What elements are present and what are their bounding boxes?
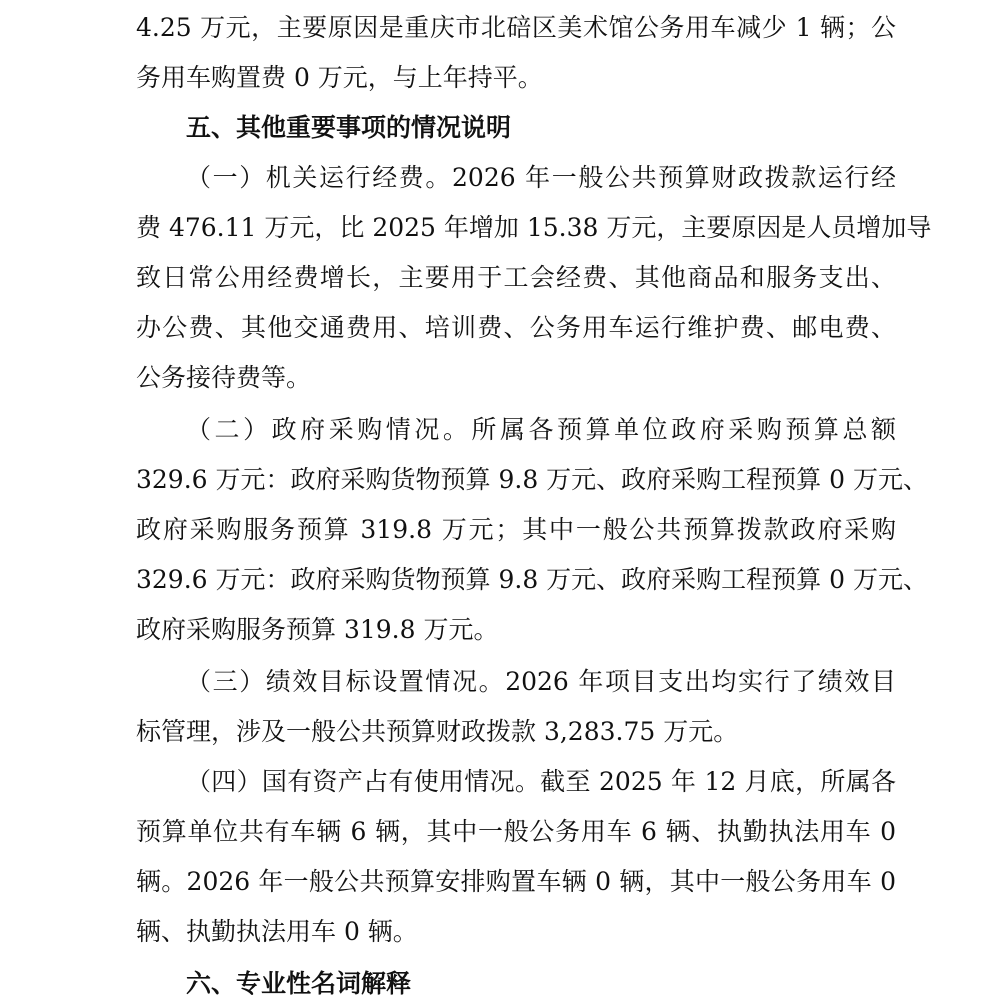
body-text-line: 政府采购服务预算 319.8 万元。 [136, 615, 499, 644]
section-heading: 六、专业性名词解释 [186, 969, 412, 998]
section-heading: 五、其他重要事项的情况说明 [186, 113, 512, 142]
body-text-line: 329.6 万元：政府采购货物预算 9.8 万元、政府采购工程预算 0 万元、 [136, 465, 928, 494]
body-text-line: 辆。2026 年一般公共预算安排购置车辆 0 辆，其中一般公务用车 0 [136, 867, 896, 896]
body-text-line: 329.6 万元：政府采购货物预算 9.8 万元、政府采购工程预算 0 万元、 [136, 565, 928, 594]
body-text-line: （一）机关运行经费。2026 年一般公共预算财政拨款运行经 [186, 163, 896, 192]
body-text-line: 4.25 万元，主要原因是重庆市北碚区美术馆公务用车减少 1 辆；公 [136, 13, 896, 42]
body-text-line: 公务接待费等。 [136, 363, 312, 392]
body-text-line: 辆、执勤执法用车 0 辆。 [136, 917, 418, 946]
body-text-line: （二）政府采购情况。所属各预算单位政府采购预算总额 [186, 415, 896, 444]
body-text-line: 标管理，涉及一般公共预算财政拨款 3,283.75 万元。 [136, 717, 739, 746]
body-text-line: 办公费、其他交通费用、培训费、公务用车运行维护费、邮电费、 [136, 313, 896, 342]
body-text-line: （四）国有资产占有使用情况。截至 2025 年 12 月底，所属各 [186, 767, 896, 796]
body-text-line: 务用车购置费 0 万元，与上年持平。 [136, 63, 543, 92]
body-text-line: 致日常公用经费增长，主要用于工会经费、其他商品和服务支出、 [136, 263, 896, 292]
body-text-line: 政府采购服务预算 319.8 万元；其中一般公共预算拨款政府采购 [136, 515, 896, 544]
body-text-line: 预算单位共有车辆 6 辆，其中一般公务用车 6 辆、执勤执法用车 0 [136, 817, 896, 846]
body-text-line: （三）绩效目标设置情况。2026 年项目支出均实行了绩效目 [186, 667, 896, 696]
body-text-line: 费 476.11 万元，比 2025 年增加 15.38 万元，主要原因是人员增加导 [136, 213, 932, 242]
